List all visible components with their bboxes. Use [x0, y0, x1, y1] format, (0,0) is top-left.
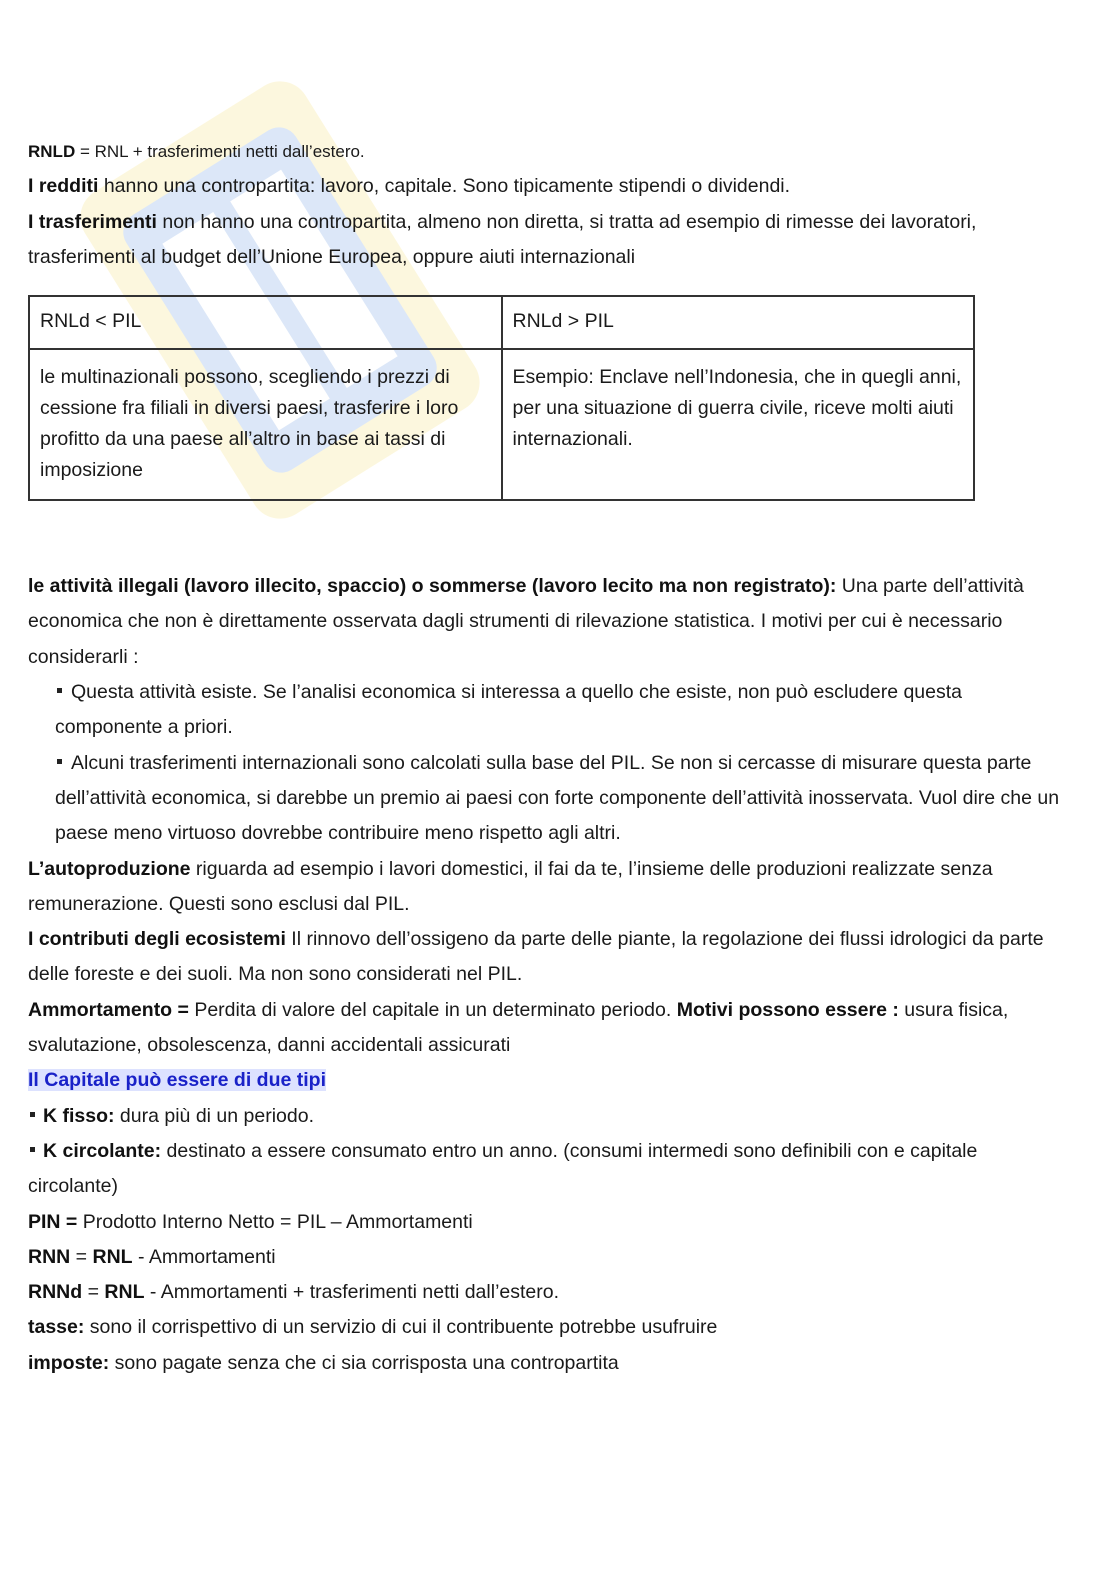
bullet-icon	[30, 1112, 35, 1117]
comparison-table	[28, 295, 975, 501]
tasse-text: sono il corrispettivo di un servizio di cui il contribuente potrebbe usufruire	[84, 1316, 718, 1339]
capitale-heading-line	[28, 1063, 1068, 1098]
rnn-term: RNN	[28, 1245, 71, 1268]
table-header-left: RNLd < PIL	[29, 296, 502, 349]
rnn-line	[28, 1240, 1068, 1275]
rnn-text: - Ammortamenti	[132, 1245, 276, 1268]
rnnd-term: RNNd	[28, 1281, 83, 1304]
pin-text: Prodotto Interno Netto = PIL – Ammortamenti	[77, 1210, 473, 1233]
spacer	[28, 501, 1068, 569]
trasferimenti-text: non hanno una contropartita, almeno non diretta, si tratta ad esempio di rimesse dei lavoratori, trasferimenti al budget dell’Unione Europea, oppure aiuti internazionali	[28, 210, 977, 268]
motivi-text: usura fisica, svalutazione, obsolescenza, danni accidentali assicurati	[28, 998, 1009, 1057]
rnld-term: RNLD	[28, 142, 76, 161]
ammortamento-text: Perdita di valore del capitale in un determinato periodo.	[188, 998, 677, 1021]
illegali-text: Una parte dell’attività economica che non è direttamente osservata dagli strumenti di rilevazione statistica. I motivi per cui è necessario considerarli :	[28, 575, 1024, 668]
trasferimenti-paragraph	[28, 205, 1068, 276]
bullet-icon	[30, 1147, 35, 1152]
k-circolante-term: K circolante:	[43, 1139, 162, 1162]
ecosistemi-term: I contributi degli ecosistemi	[28, 928, 286, 951]
imposte-line	[28, 1346, 1068, 1381]
rnnd-term2: RNL	[104, 1281, 145, 1304]
redditi-paragraph	[28, 169, 1068, 204]
bullet-icon	[57, 759, 62, 764]
redditi-text: hanno una contropartita: lavoro, capitale. Sono tipicamente stipendi o dividendi.	[98, 175, 791, 198]
trasferimenti-term: I trasferimenti	[28, 210, 157, 233]
autoproduzione-term: L’autoproduzione	[28, 857, 191, 880]
k-fisso-text: dura più di un periodo.	[114, 1104, 314, 1127]
bullet-text: Questa attività esiste. Se l’analisi economica si interessa a quello che esiste, non può escludere questa componente a priori.	[55, 681, 963, 739]
rnnd-text: - Ammortamenti + trasferimenti netti dall’estero.	[144, 1281, 560, 1304]
pin-line	[28, 1205, 1068, 1240]
imposte-term: imposte:	[28, 1351, 110, 1374]
list-item	[55, 675, 1068, 746]
table-header-row	[29, 296, 974, 349]
motivi-term: Motivi possono essere :	[676, 998, 899, 1021]
rnnd-line	[28, 1275, 1068, 1310]
ammortamento-term: Ammortamento =	[28, 998, 189, 1021]
table-header-right: RNLd > PIL	[502, 296, 975, 349]
imposte-text: sono pagate senza che ci sia corrisposta una contropartita	[109, 1351, 619, 1374]
bullet-icon	[57, 688, 62, 693]
bullet-text: Alcuni trasferimenti internazionali sono calcolati sulla base del PIL. Se non si cercasse di misurare questa parte dell’attività economica, si darebbe un premio ai paesi con forte componente dell’attività inosservata. Vuol dire che un paese meno virtuoso dovrebbe contribuire meno rispetto agli altri.	[55, 751, 1060, 845]
tasse-term: tasse:	[28, 1316, 85, 1339]
list-item	[55, 746, 1068, 852]
rnnd-eq: =	[82, 1281, 105, 1304]
autoproduzione-text: riguarda ad esempio i lavori domestici, il fai da te, l’insieme delle produzioni realizzate senza remunerazione. Questi sono esclusi dal PIL.	[28, 857, 993, 915]
rnld-line	[28, 134, 1068, 169]
ammortamento-paragraph	[28, 993, 1068, 1064]
illegali-term: le attività illegali (lavoro illecito, spaccio) o sommerse (lavoro lecito ma non registrato):	[28, 575, 837, 598]
capitale-heading: Il Capitale può essere di due tipi	[28, 1069, 326, 1092]
k-circolante-line	[28, 1134, 1068, 1205]
rnn-term2: RNL	[92, 1245, 133, 1268]
k-fisso-line	[28, 1099, 1068, 1134]
table-row	[29, 349, 974, 500]
document-page	[28, 134, 1068, 1381]
pin-term: PIN =	[28, 1210, 78, 1233]
rnn-eq: =	[70, 1245, 93, 1268]
illegali-paragraph	[28, 569, 1068, 675]
k-circolante-text: destinato a essere consumato entro un anno. (consumi intermedi sono definibili con e capitale circolante)	[28, 1139, 978, 1198]
redditi-term: I redditi	[28, 175, 99, 198]
ecosistemi-text: Il rinnovo dell’ossigeno da parte delle piante, la regolazione dei flussi idrologici da parte delle foreste e dei suoli. Ma non sono considerati nel PIL.	[28, 928, 1044, 986]
table-cell-left: le multinazionali possono, scegliendo i prezzi di cessione fra filiali in diversi paesi, trasferire i loro profitto da una paese all’altro in base ai tassi di imposizione	[29, 349, 502, 500]
rnld-text: = RNL + trasferimenti netti dall’estero.	[75, 142, 365, 161]
k-fisso-term: K fisso:	[43, 1104, 115, 1127]
autoproduzione-paragraph	[28, 852, 1068, 923]
ecosistemi-paragraph	[28, 922, 1068, 993]
table-cell-right: Esempio: Enclave nell’Indonesia, che in quegli anni, per una situazione di guerra civile, riceve molti aiuti internazionali.	[502, 349, 975, 500]
tasse-line	[28, 1310, 1068, 1345]
